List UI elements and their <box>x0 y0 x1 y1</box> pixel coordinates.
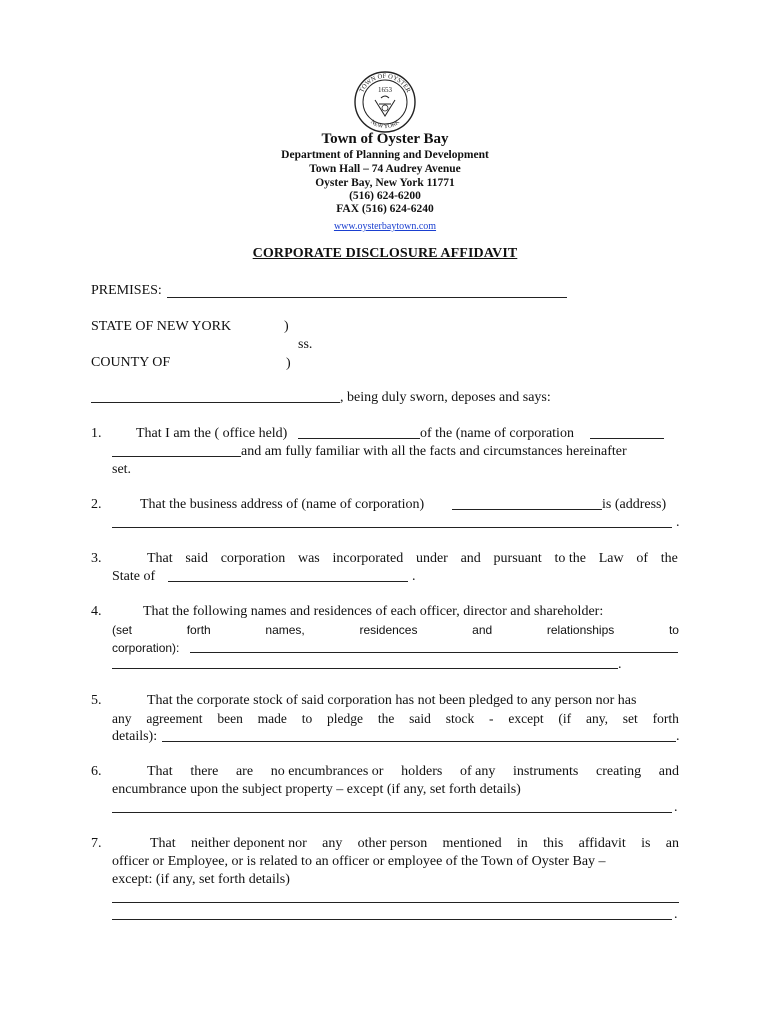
item-1-number: 1. <box>91 426 102 441</box>
ss-label: ss. <box>298 337 313 352</box>
document-title: CORPORATE DISCLOSURE AFFIDAVIT <box>252 246 518 261</box>
officers-blank-1[interactable] <box>190 652 678 653</box>
item-3-line-1: That said corporation was incorporated under and pursuant to the Law of the <box>147 551 678 566</box>
incorporation-state-blank[interactable] <box>168 581 408 582</box>
corporation-name-blank-3[interactable] <box>452 509 602 510</box>
premises-label: PREMISES: <box>91 283 162 298</box>
svg-text:NEW YORK <box>369 119 401 130</box>
town-employee-blank-1[interactable] <box>112 902 679 903</box>
item-4-end: . <box>618 657 622 672</box>
corporation-name-blank-1[interactable] <box>590 438 664 439</box>
item-6-line-1: That there are no encumbrances or holders of any instruments creating and <box>147 764 679 779</box>
fax-number: FAX (516) 624-6240 <box>336 203 434 215</box>
item-3-text-b: State of <box>112 569 156 584</box>
item-7-line-1: That neither deponent nor any other person mentioned in this affidavit is an <box>150 836 679 851</box>
item-7-text-b: officer or Employee, or is related to an officer or employee of the Town of Oyster Bay – <box>112 854 606 869</box>
item-4-text-c: corporation): <box>112 641 180 655</box>
premises-blank[interactable] <box>167 297 567 298</box>
item-4-line-2: (set forth names, residences and relationships to <box>112 623 679 637</box>
item-3-end: . <box>412 569 416 584</box>
item-1-text-c: and am fully familiar with all the facts and circumstances hereinafter <box>241 444 627 459</box>
business-address-blank[interactable] <box>112 527 672 528</box>
item-5-text-c: details): <box>112 729 158 744</box>
item-4-number: 4. <box>91 604 102 619</box>
item-2-text-a: That the business address of (name of corporation) <box>140 497 425 512</box>
item-6-end: . <box>674 800 678 815</box>
phone-number: (516) 624-6200 <box>349 190 421 202</box>
venue-paren-2: ) <box>286 356 291 371</box>
town-seal <box>353 70 417 134</box>
item-5-text-a: That the corporate stock of said corporation has not been pledged to any person nor has <box>147 693 637 708</box>
county-label: COUNTY OF <box>91 355 171 370</box>
item-6-text-b: encumbrance upon the subject property – except (if any, set forth details) <box>112 782 521 797</box>
stock-pledge-blank[interactable] <box>162 741 676 742</box>
item-7-text-c: except: (if any, set forth details) <box>112 872 290 887</box>
item-1-text-a: That I am the ( office held) <box>136 426 288 441</box>
address-line-1: Town Hall – 74 Audrey Avenue <box>309 163 461 175</box>
deponent-name-blank[interactable] <box>91 402 340 403</box>
item-5-line-2: any agreement been made to pledge the said stock - except (if any, set forth <box>112 711 679 726</box>
venue-paren-1: ) <box>284 319 289 334</box>
sworn-statement: , being duly sworn, deposes and says: <box>340 390 551 405</box>
officers-blank-2[interactable] <box>112 668 618 669</box>
seal-year: 1653 <box>378 86 392 94</box>
seal-text-top: TOWN OF OYSTER <box>358 72 412 94</box>
item-5-number: 5. <box>91 693 102 708</box>
item-4-text-a: That the following names and residences of each officer, director and shareholder: <box>143 604 604 619</box>
item-7-number: 7. <box>91 836 102 851</box>
item-1-text-b: of the (name of corporation <box>420 426 574 441</box>
item-5-end: . <box>676 729 680 744</box>
encumbrance-blank[interactable] <box>112 812 672 813</box>
item-1-text-d: set. <box>112 462 132 477</box>
town-name: Town of Oyster Bay <box>321 131 449 147</box>
department-name: Department of Planning and Development <box>281 149 489 161</box>
office-held-blank[interactable] <box>298 438 420 439</box>
item-7-end: . <box>674 907 678 922</box>
address-line-2: Oyster Bay, New York 11771 <box>315 177 455 189</box>
item-6-number: 6. <box>91 764 102 779</box>
town-employee-blank-2[interactable] <box>112 919 672 920</box>
seal-text-bottom: NEW YORK <box>369 119 401 131</box>
state-label: STATE OF NEW YORK <box>91 319 232 334</box>
item-2-end: . <box>676 515 680 530</box>
item-2-number: 2. <box>91 497 102 512</box>
item-2-text-b: is (address) <box>602 497 667 512</box>
website-link[interactable]: www.oysterbaytown.com <box>333 221 437 232</box>
item-3-number: 3. <box>91 551 102 566</box>
corporation-name-blank-2[interactable] <box>112 456 241 457</box>
